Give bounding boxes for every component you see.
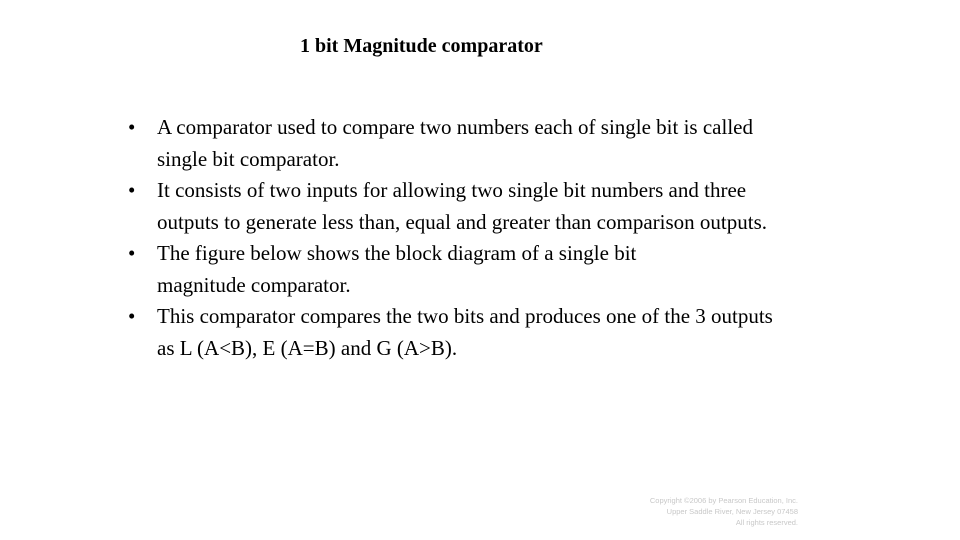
bullet-2-line-2: outputs to generate less than, equal and greater than comparison outputs. [157,209,767,234]
bullet-list [128,112,888,364]
copyright-line-1: Copyright ©2006 by Pearson Education, Inc. [649,496,798,505]
bullet-dot-icon: • [128,115,136,139]
bullet-item-2 [128,175,888,238]
bullet-item-4 [128,301,888,364]
bullet-dot-icon: • [128,178,136,202]
bullet-1-line-2: single bit comparator. [157,146,340,171]
copyright-line-3: All rights reserved. [735,518,798,527]
bullet-2-line-1: It consists of two inputs for allowing two single bit numbers and three [157,178,747,202]
bullet-3-line-1: The figure below shows the block diagram of a single bit [157,241,637,265]
bullet-4-line-2: as L (A<B), E (A=B) and G (A>B). [157,335,458,360]
bullet-item-1 [128,112,888,175]
copyright-notice [600,495,798,528]
bullet-dot-icon: • [128,241,136,265]
bullet-item-3 [128,238,888,301]
bullet-1-line-1: A comparator used to compare two numbers each of single bit is called [157,115,753,139]
bullet-4-line-1: This comparator compares the two bits and produces one of the 3 outputs [157,304,773,328]
bullet-dot-icon: • [128,304,136,328]
copyright-line-2: Upper Saddle River, New Jersey 07458 [666,507,798,516]
slide-title: 1 bit Magnitude comparator [300,35,543,57]
bullet-3-line-2: magnitude comparator. [157,272,351,297]
